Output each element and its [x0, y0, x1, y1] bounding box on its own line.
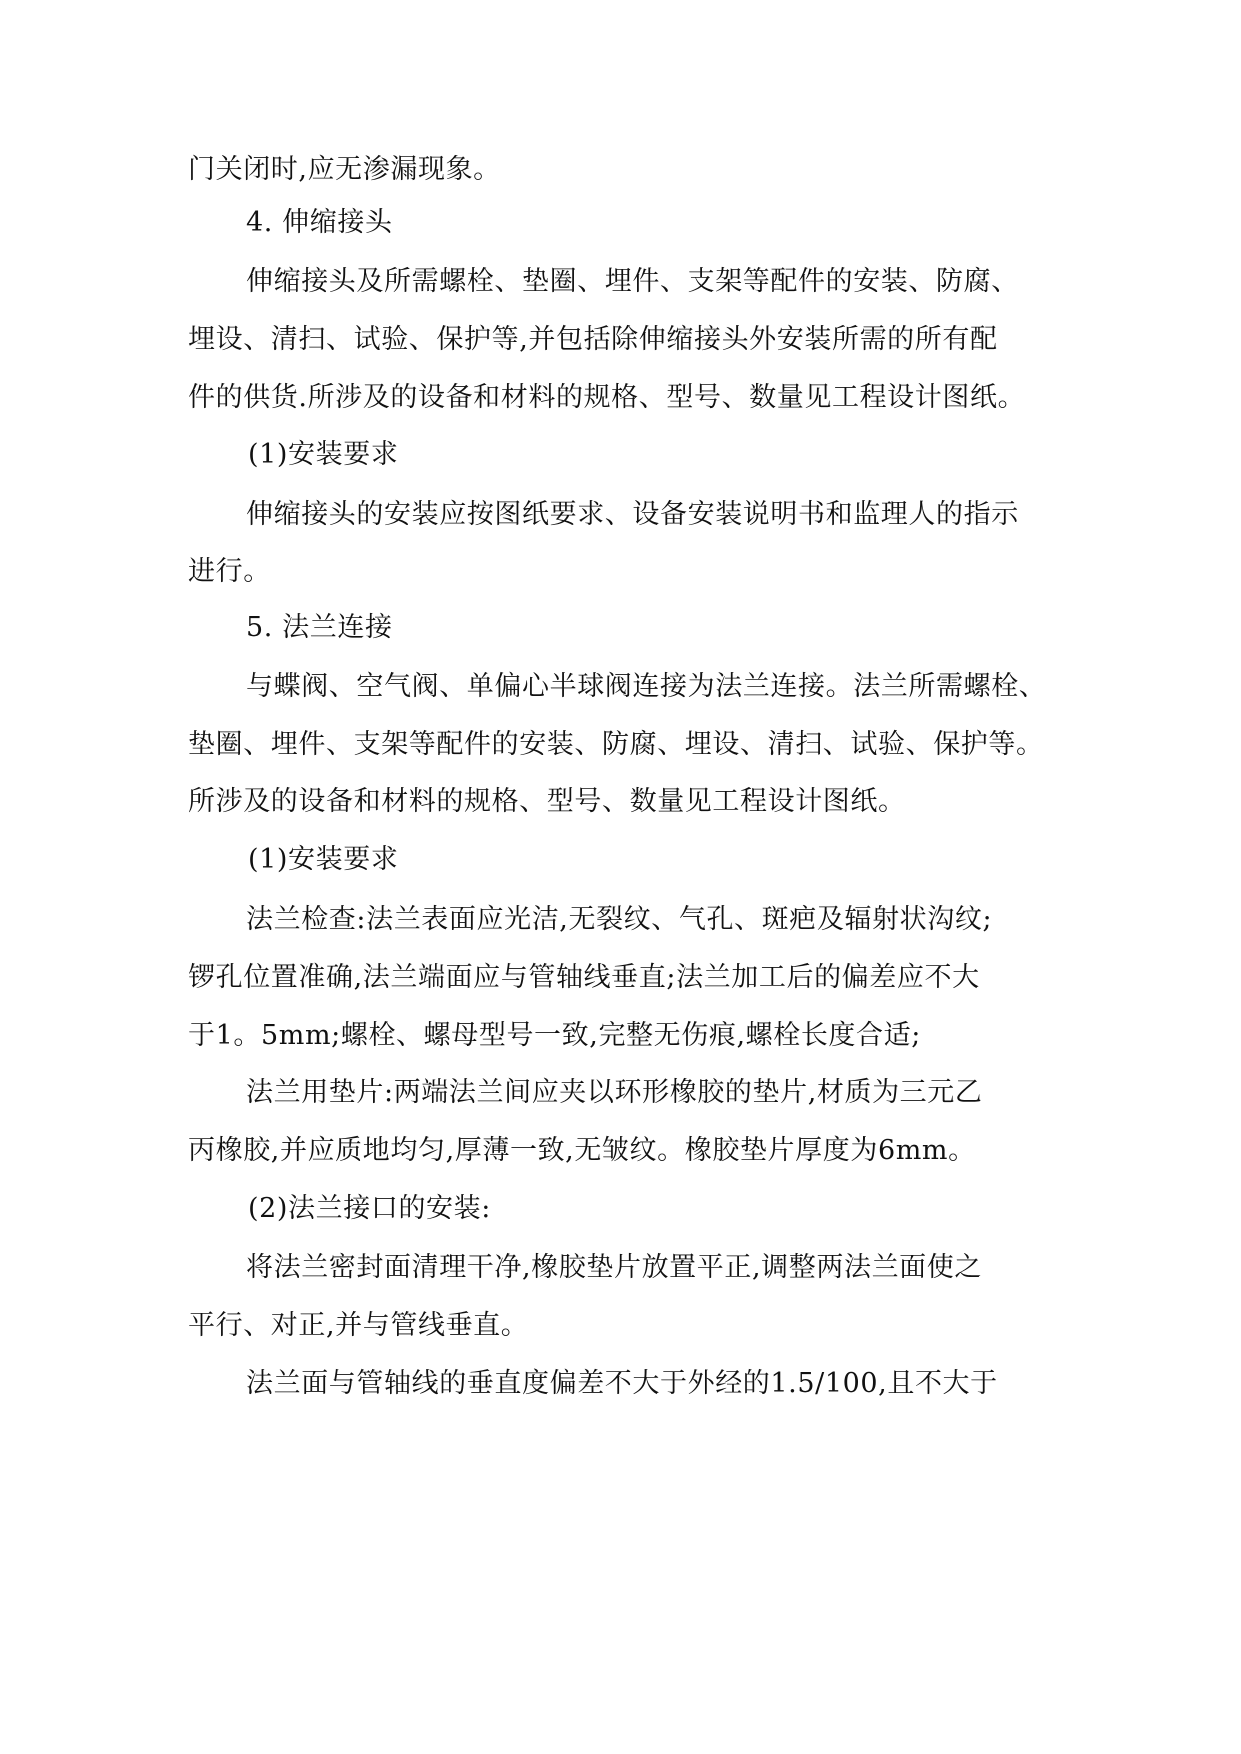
subsection-heading: (1)安装要求: [248, 844, 399, 875]
text-line: 门关闭时,应无渗漏现象。: [188, 154, 501, 185]
text-line: 法兰检查:法兰表面应光洁,无裂纹、气孔、斑疤及辐射状沟纹;: [246, 904, 993, 935]
text-line: 伸缩接头及所需螺栓、垫圈、埋件、支架等配件的安装、防腐、: [246, 266, 1019, 297]
text-line: 进行。: [188, 556, 271, 587]
section-heading: 4. 伸缩接头: [246, 207, 393, 238]
subsection-heading: (1)安装要求: [248, 439, 399, 470]
text-line: 法兰用垫片:两端法兰间应夹以环形橡胶的垫片,材质为三元乙: [246, 1077, 983, 1108]
text-line: 件的供货.所涉及的设备和材料的规格、型号、数量见工程设计图纸。: [188, 382, 1026, 413]
text-line: 伸缩接头的安装应按图纸要求、设备安装说明书和监理人的指示: [246, 499, 1019, 530]
subsection-heading: (2)法兰接口的安装:: [248, 1193, 491, 1224]
text-line: 垫圈、埋件、支架等配件的安装、防腐、埋设、清扫、试验、保护等。: [188, 729, 1044, 760]
text-line: 将法兰密封面清理干净,橡胶垫片放置平正,调整两法兰面使之: [246, 1252, 982, 1283]
text-line: 于1。5mm;螺栓、螺母型号一致,完整无伤痕,螺栓长度合适;: [188, 1020, 921, 1051]
text-line: 法兰面与管轴线的垂直度偏差不大于外经的1.5/100,且不大于: [246, 1368, 998, 1399]
text-line: 与蝶阀、空气阀、单偏心半球阀连接为法兰连接。法兰所需螺栓、: [246, 671, 1047, 702]
section-heading: 5. 法兰连接: [246, 612, 393, 643]
text-line: 埋设、清扫、试验、保护等,并包括除伸缩接头外安装所需的所有配: [188, 324, 998, 355]
text-line: 平行、对正,并与管线垂直。: [188, 1310, 529, 1341]
text-line: 丙橡胶,并应质地均匀,厚薄一致,无皱纹。橡胶垫片厚度为6mm。: [188, 1135, 976, 1166]
text-line: 所涉及的设备和材料的规格、型号、数量见工程设计图纸。: [188, 786, 906, 817]
text-line: 锣孔位置准确,法兰端面应与管轴线垂直;法兰加工后的偏差应不大: [188, 962, 980, 993]
